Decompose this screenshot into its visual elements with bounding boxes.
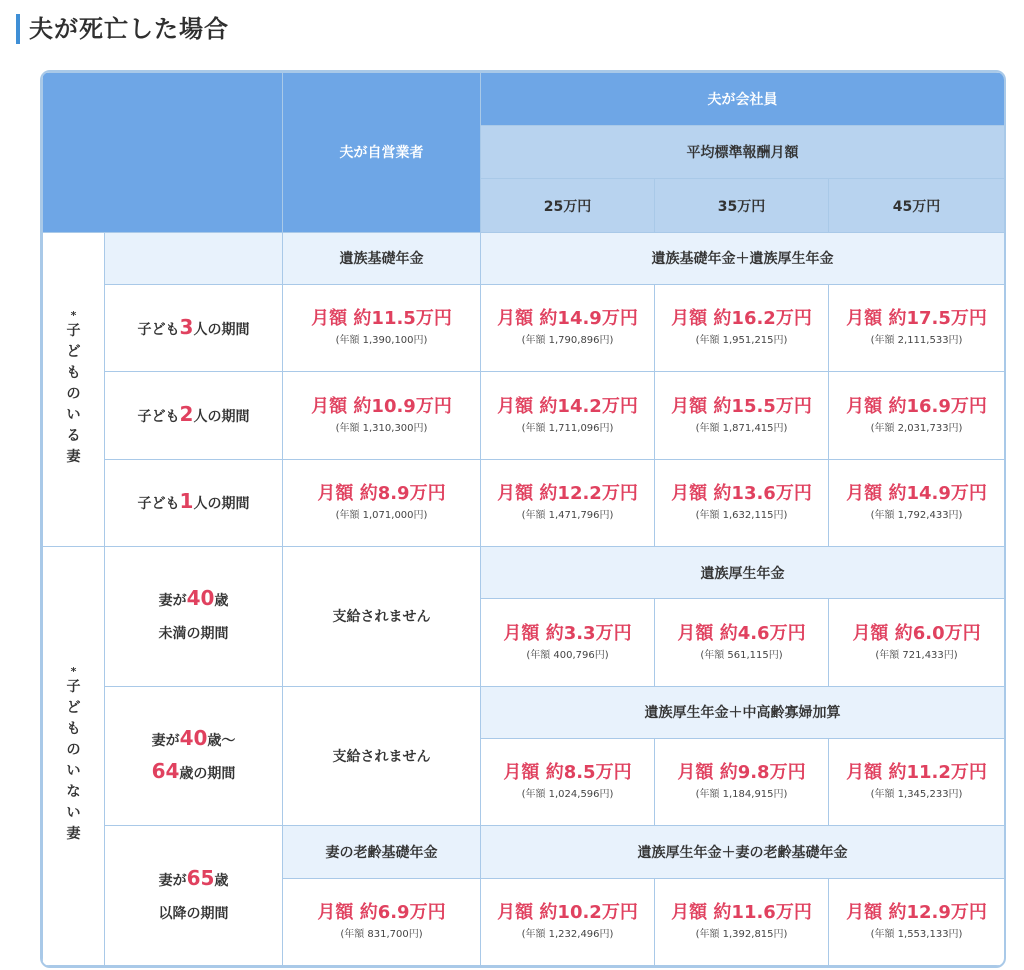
row-label: 妻が65歳 以降の期間 xyxy=(105,826,283,966)
group-label-text xyxy=(43,308,104,468)
header-avg-salary: 平均標準報酬月額 xyxy=(481,126,1005,179)
survivor-pension-table xyxy=(42,72,1005,966)
page-title: 夫が死亡した場合 xyxy=(16,14,229,44)
vertical-char: も xyxy=(66,364,81,381)
amount-cell: 月額 約11.6万円 (年額 1,392,815円) xyxy=(655,878,829,965)
vertical-char: い xyxy=(66,763,81,780)
amount-cell: 月額 約6.9万円 (年額 831,700円) xyxy=(283,878,481,965)
amount-cell: 月額 約12.9万円 (年額 1,553,133円) xyxy=(829,878,1005,965)
vertical-char: る xyxy=(66,427,81,444)
amount-cell: 月額 約4.6万円 (年額 561,115円) xyxy=(655,599,829,686)
vertical-char: ど xyxy=(66,700,81,717)
amount-cell: 月額 約13.6万円 (年額 1,632,115円) xyxy=(655,459,829,546)
header-employee: 夫が会社員 xyxy=(481,73,1005,126)
vertical-char: の xyxy=(66,742,81,759)
row-label: 子ども1人の期間 xyxy=(105,459,283,546)
not-paid-text: 支給されません xyxy=(283,686,481,826)
row-label: 妻が40歳〜 64歳の期間 xyxy=(105,686,283,826)
label-spacer xyxy=(105,232,283,284)
pension-type-self: 遺族基礎年金 xyxy=(283,232,481,284)
amount-cell: 月額 約11.2万円 (年額 1,345,233円) xyxy=(829,738,1005,825)
vertical-char: 子 xyxy=(66,679,81,696)
amount-cell: 月額 約9.8万円 (年額 1,184,915円) xyxy=(655,738,829,825)
amount-cell: 月額 約6.0万円 (年額 721,433円) xyxy=(829,599,1005,686)
header-salary-35: 35万円 xyxy=(655,179,829,232)
pension-type-employee: 遺族厚生年金＋中高齢寡婦加算 xyxy=(481,686,1005,738)
group-label-without-children xyxy=(43,547,105,966)
amount-cell: 月額 約14.9万円 (年額 1,792,433円) xyxy=(829,459,1005,546)
header-self-employed: 夫が自営業者 xyxy=(283,73,481,233)
amount-cell: 月額 約10.2万円 (年額 1,232,496円) xyxy=(481,878,655,965)
vertical-char: の xyxy=(66,385,81,402)
vertical-char: 子 xyxy=(66,322,81,339)
amount-cell: 月額 約11.5万円 (年額 1,390,100円) xyxy=(283,284,481,371)
amount-cell: 月額 約10.9万円 (年額 1,310,300円) xyxy=(283,372,481,459)
amount-cell: 月額 約14.9万円 (年額 1,790,896円) xyxy=(481,284,655,371)
amount-cell: 月額 約12.2万円 (年額 1,471,796円) xyxy=(481,459,655,546)
vertical-char: * xyxy=(70,665,77,679)
header-salary-45: 45万円 xyxy=(829,179,1005,232)
amount-cell: 月額 約3.3万円 (年額 400,796円) xyxy=(481,599,655,686)
pension-type-self: 妻の老齢基礎年金 xyxy=(283,826,481,878)
vertical-char: 妻 xyxy=(66,826,81,843)
table-row xyxy=(43,372,1005,459)
vertical-char: も xyxy=(66,721,81,738)
pension-type-employee: 遺族厚生年金 xyxy=(481,547,1005,599)
table-row xyxy=(43,459,1005,546)
header-corner xyxy=(43,73,283,233)
group-label-with-children xyxy=(43,232,105,546)
amount-cell: 月額 約15.5万円 (年額 1,871,415円) xyxy=(655,372,829,459)
row-label: 子ども2人の期間 xyxy=(105,372,283,459)
row-label: 妻が40歳 未満の期間 xyxy=(105,547,283,687)
vertical-char: ど xyxy=(66,343,81,360)
amount-cell: 月額 約16.2万円 (年額 1,951,215円) xyxy=(655,284,829,371)
amount-cell: 月額 約16.9万円 (年額 2,031,733円) xyxy=(829,372,1005,459)
vertical-char: 妻 xyxy=(66,448,81,465)
pension-type-employee: 遺族基礎年金＋遺族厚生年金 xyxy=(481,232,1005,284)
table-row xyxy=(43,284,1005,371)
vertical-char: い xyxy=(66,805,81,822)
header-salary-25: 25万円 xyxy=(481,179,655,232)
amount-cell: 月額 約8.5万円 (年額 1,024,596円) xyxy=(481,738,655,825)
amount-cell: 月額 約17.5万円 (年額 2,111,533円) xyxy=(829,284,1005,371)
vertical-char: * xyxy=(70,308,77,322)
pension-type-employee: 遺族厚生年金＋妻の老齢基礎年金 xyxy=(481,826,1005,878)
vertical-char: な xyxy=(66,784,81,801)
amount-cell: 月額 約14.2万円 (年額 1,711,096円) xyxy=(481,372,655,459)
not-paid-text: 支給されません xyxy=(283,547,481,687)
row-label: 子ども3人の期間 xyxy=(105,284,283,371)
amount-cell: 月額 約8.9万円 (年額 1,071,000円) xyxy=(283,459,481,546)
pension-table-container xyxy=(40,70,1006,968)
group-label-text xyxy=(43,667,104,845)
vertical-char: い xyxy=(66,406,81,423)
